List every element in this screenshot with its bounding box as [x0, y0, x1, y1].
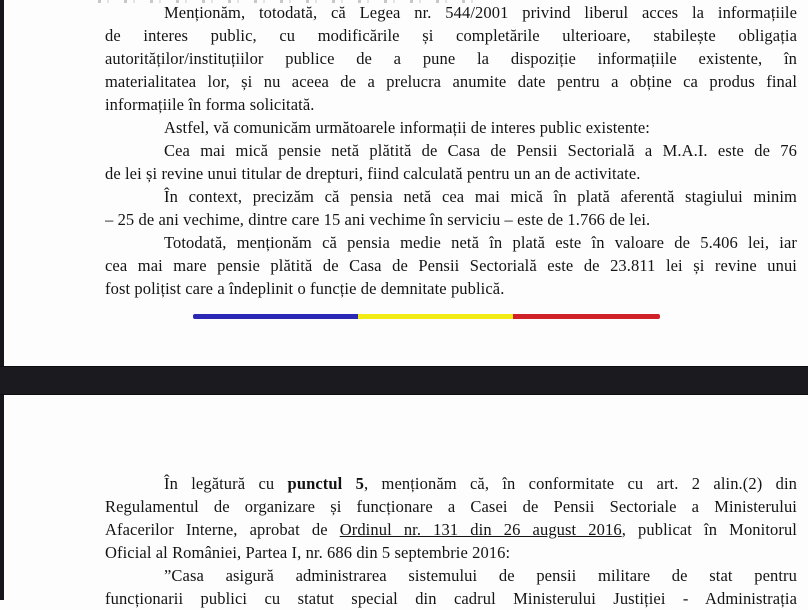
- text-line: [105, 1, 797, 24]
- text-segment: de interes public, cu modificările și completările ulterioare, stabilește obligația: [105, 26, 797, 45]
- bold-text-segment: punctul 5: [287, 474, 365, 493]
- text-line: [105, 116, 797, 139]
- text-line: [105, 47, 797, 70]
- text-segment: Afacerilor Interne, aprobat de: [105, 520, 340, 539]
- text-segment: ”Casa asigură administrarea sistemului de pensii militare de stat pentru: [164, 566, 797, 585]
- text-line: [105, 208, 797, 231]
- flag-blue-segment: [193, 314, 358, 319]
- scan-separator-band: [0, 366, 808, 395]
- text-segment: informațiile în forma solicitată.: [105, 95, 315, 114]
- text-segment: În context, precizăm că pensia netă cea mai mică în plată aferentă stagiului minim: [164, 187, 797, 206]
- flag-yellow-segment: [358, 314, 513, 319]
- text-segment: În legătură cu: [164, 474, 288, 493]
- text-line: [105, 495, 797, 518]
- text-segment: materialitatea lor, și nu aceea de a prelucra anumite date pentru a obține ca produs final: [105, 72, 797, 91]
- text-line: [105, 587, 797, 610]
- text-line: [105, 231, 797, 254]
- text-line: [105, 185, 797, 208]
- text-line: [105, 277, 797, 300]
- underlined-text-segment: Ordinul nr. 131 din 26 august 2016: [339, 520, 622, 539]
- text-line: [105, 139, 797, 162]
- text-segment: Menționăm, totodată, că Legea nr. 544/2001 privind liberul acces la informațiile: [164, 3, 797, 22]
- text-segment: – 25 de ani vechime, dintre care 15 ani vechime în serviciu – este de 1.766 de lei.: [105, 210, 651, 229]
- text-line: [105, 541, 797, 564]
- text-segment: de lei și revine unui titular de drepturi, fiind calculată pentru un an de activitate.: [105, 164, 641, 183]
- text-segment: Regulamentul de organizare și funcționare a Casei de Pensii Sectoriale a Ministerului: [105, 497, 797, 516]
- text-line: [105, 93, 797, 116]
- text-segment: autorităților/instituțiilor publice de a pune la dispoziție informațiile existente, în: [105, 49, 797, 68]
- text-line: [105, 70, 797, 93]
- text-segment: Oficial al României, Partea I, nr. 686 din 5 septembrie 2016:: [105, 543, 511, 562]
- text-line: [105, 564, 797, 587]
- text-line: [105, 254, 797, 277]
- text-line: [105, 162, 797, 185]
- scan-left-edge-strip: [0, 0, 4, 600]
- text-segment: Cea mai mică pensie netă plătită de Casa de Pensii Sectorială a M.A.I. este de 76: [164, 141, 797, 160]
- text-segment: cea mai mare pensie plătită de Casa de Pensii Sectorială este de 23.811 lei și revine unui: [105, 256, 797, 275]
- text-line: [105, 472, 797, 495]
- text-segment: Totodată, menționăm că pensia medie netă în plată este în valoare de 5.406 lei, iar: [164, 233, 797, 252]
- text-segment: Astfel, vă comunicăm următoarele informații de interes public existente:: [164, 118, 650, 137]
- text-line: [105, 24, 797, 47]
- text-segment: , menționăm că, în conformitate cu art. 2 alin.(2) din: [364, 474, 797, 493]
- text-segment: fost polițist care a îndeplinit o funcție de demnitate publică.: [105, 279, 505, 298]
- text-segment: , publicat în Monitorul: [621, 520, 797, 539]
- text-segment: funcționarii publici cu statut special din cadrul Ministerului Justiției - Administrația: [105, 589, 797, 608]
- romanian-flag-divider: [193, 314, 660, 319]
- flag-red-segment: [513, 314, 660, 319]
- text-line: [105, 518, 797, 541]
- letter-body-section-2: [105, 472, 797, 610]
- letter-body-section-1: [105, 1, 797, 300]
